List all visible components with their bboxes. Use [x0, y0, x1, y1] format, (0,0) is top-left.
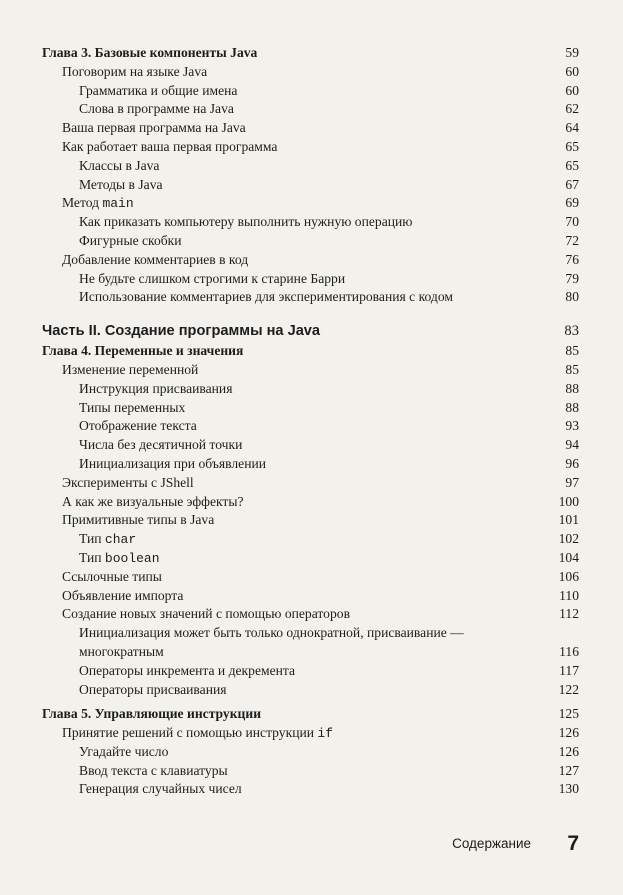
toc-page-number: 112 — [559, 606, 579, 622]
toc-subsection[interactable] — [0, 417, 623, 436]
page-number: 7 — [567, 832, 579, 855]
toc-page-number: 127 — [558, 762, 579, 778]
toc-entry-prefix: Принятие решений с помощью инструкции — [62, 725, 318, 741]
toc-page-number: 126 — [558, 743, 579, 759]
toc-subsection[interactable] — [0, 82, 623, 101]
toc-page-number: 88 — [565, 380, 579, 396]
toc-entry-title: Инициализация может быть только однократной, присваивание — многократным — [79, 625, 464, 659]
toc-page-number: 104 — [558, 549, 579, 565]
toc-section[interactable] — [0, 63, 623, 82]
toc-page-number: 93 — [565, 418, 579, 434]
toc-page-number: 88 — [565, 399, 579, 415]
table-of-contents — [0, 44, 623, 799]
toc-entry-title: Инструкция присваивания — [79, 380, 233, 396]
toc-subsection[interactable] — [0, 288, 623, 307]
toc-page-number: 96 — [565, 455, 579, 471]
toc-subsection[interactable] — [0, 762, 623, 781]
toc-section[interactable] — [0, 119, 623, 138]
toc-page-number: 85 — [565, 343, 579, 359]
toc-page-number: 67 — [565, 176, 579, 192]
toc-page-number: 110 — [559, 587, 579, 603]
toc-page-number: 97 — [565, 474, 579, 490]
toc-subsection[interactable] — [0, 213, 623, 232]
toc-entry-title: Часть II. Создание программы на Java — [42, 323, 321, 340]
toc-chapter-4[interactable] — [0, 342, 623, 361]
toc-page-number: 101 — [558, 512, 579, 528]
toc-entry-prefix: Метод — [62, 195, 103, 211]
toc-page-number: 69 — [565, 195, 579, 211]
toc-subsection[interactable] — [0, 232, 623, 251]
toc-entry-title: Глава 5. Управляющие инструкции — [42, 706, 262, 722]
toc-entry-title: Генерация случайных чисел — [79, 781, 242, 797]
toc-subsection[interactable] — [0, 780, 623, 799]
toc-subsection[interactable] — [0, 157, 623, 176]
toc-subsection[interactable] — [0, 549, 623, 568]
toc-entry-title — [62, 194, 134, 214]
toc-entry-title: Объявление импорта — [62, 587, 184, 603]
toc-section[interactable] — [0, 493, 623, 512]
toc-page-number: 106 — [558, 568, 579, 584]
toc-page-number: 79 — [565, 270, 579, 286]
toc-entry-code: if — [317, 726, 334, 742]
toc-entry-title: Методы в Java — [79, 176, 163, 192]
toc-page-number: 60 — [565, 63, 579, 79]
toc-entry-title: Операторы инкремента и декремента — [79, 662, 296, 678]
toc-entry-title: Использование комментариев для экспериментирования с кодом — [79, 289, 453, 305]
toc-page-number: 80 — [565, 289, 579, 305]
toc-entry-title — [79, 549, 160, 569]
toc-entry-title: Типы переменных — [79, 399, 186, 415]
toc-entry-code: main — [102, 196, 134, 212]
toc-chapter-3[interactable] — [0, 44, 623, 63]
toc-entry-title: Глава 3. Базовые компоненты Java — [42, 45, 258, 60]
toc-entry-prefix: Тип — [79, 531, 105, 547]
toc-subsection[interactable] — [0, 436, 623, 455]
toc-section[interactable] — [0, 474, 623, 493]
toc-page-number: 65 — [565, 157, 579, 173]
toc-entry-title — [62, 724, 333, 744]
toc-subsection[interactable] — [0, 176, 623, 195]
toc-entry-title: Глава 4. Переменные и значения — [42, 343, 244, 359]
toc-page-number: 72 — [565, 232, 579, 248]
toc-entry-title: Ссылочные типы — [62, 568, 162, 584]
toc-entry-title: Примитивные типы в Java — [62, 512, 215, 528]
toc-subsection[interactable] — [0, 399, 623, 418]
toc-part-2[interactable] — [0, 320, 623, 342]
toc-page-number: 122 — [558, 681, 579, 697]
toc-entry-code: char — [104, 532, 137, 548]
toc-entry-title: Как приказать компьютеру выполнить нужную операцию — [79, 214, 413, 230]
toc-page-number: 59 — [565, 45, 579, 60]
toc-entry-title: Создание новых значений с помощью операторов — [62, 606, 350, 622]
toc-entry-title: Не будьте слишком строгими к старине Барри — [79, 270, 346, 286]
toc-page-number: 60 — [565, 82, 579, 98]
toc-entry-title: Числа без десятичной точки — [79, 437, 243, 453]
toc-entry-title: Угадайте число — [79, 743, 169, 759]
toc-subsection[interactable] — [0, 681, 623, 700]
toc-page-number: 83 — [564, 323, 579, 340]
toc-page-number: 64 — [565, 120, 579, 136]
toc-page-number: 85 — [565, 361, 579, 377]
toc-entry-title: Классы в Java — [79, 157, 160, 173]
toc-entry-title: Добавление комментариев в код — [62, 251, 249, 267]
toc-entry-title: Ввод текста с клавиатуры — [79, 762, 228, 778]
toc-section[interactable] — [0, 587, 623, 606]
toc-section[interactable] — [0, 568, 623, 587]
toc-page-number: 126 — [558, 725, 579, 741]
toc-subsection[interactable] — [0, 380, 623, 399]
toc-entry-title: Инициализация при объявлении — [79, 455, 267, 471]
toc-entry-title: Фигурные скобки — [79, 232, 182, 248]
toc-section[interactable] — [0, 361, 623, 380]
toc-page-number: 116 — [559, 643, 579, 659]
toc-page-number: 65 — [565, 138, 579, 154]
toc-entry-title: Грамматика и общие имена — [79, 82, 238, 98]
toc-section[interactable] — [0, 194, 623, 213]
toc-page-number: 94 — [565, 437, 579, 453]
toc-section[interactable] — [0, 724, 623, 743]
toc-entry-title: Отображение текста — [79, 418, 197, 434]
toc-page-number: 102 — [558, 531, 579, 547]
toc-page-number: 117 — [559, 662, 579, 678]
toc-entry-code: boolean — [104, 550, 160, 566]
toc-subsection[interactable] — [0, 662, 623, 681]
section-gap — [0, 307, 623, 320]
toc-section[interactable] — [0, 251, 623, 270]
toc-entry-prefix: Тип — [79, 549, 105, 565]
toc-subsection[interactable] — [0, 455, 623, 474]
toc-section[interactable] — [0, 605, 623, 624]
toc-page-number: 62 — [565, 101, 579, 117]
toc-entry-title — [79, 530, 136, 550]
toc-entry-title: Слова в программе на Java — [79, 101, 234, 117]
toc-section[interactable] — [0, 138, 623, 157]
toc-page-number: 125 — [558, 706, 579, 722]
toc-page-number: 70 — [565, 214, 579, 230]
toc-chapter-5[interactable] — [0, 705, 623, 724]
toc-entry-title: Операторы присваивания — [79, 681, 227, 697]
running-footer-label: Содержание — [452, 836, 531, 851]
toc-subsection[interactable] — [0, 100, 623, 119]
toc-subsection[interactable] — [0, 270, 623, 289]
toc-entry-title: Ваша первая программа на Java — [62, 120, 246, 136]
toc-page-number: 76 — [565, 251, 579, 267]
toc-entry-title: Поговорим на языке Java — [62, 63, 208, 79]
toc-section[interactable] — [0, 511, 623, 530]
page-footer — [0, 832, 623, 856]
toc-subsection[interactable] — [0, 530, 623, 549]
toc-entry-title: А как же визуальные эффекты? — [62, 493, 244, 509]
toc-entry-title: Как работает ваша первая программа — [62, 138, 278, 154]
toc-page-number: 130 — [558, 781, 579, 797]
toc-entry-title: Эксперименты с JShell — [62, 474, 194, 490]
toc-subsection[interactable] — [0, 624, 623, 662]
toc-page-number: 100 — [558, 493, 579, 509]
toc-subsection[interactable] — [0, 743, 623, 762]
toc-entry-title: Изменение переменной — [62, 361, 199, 377]
